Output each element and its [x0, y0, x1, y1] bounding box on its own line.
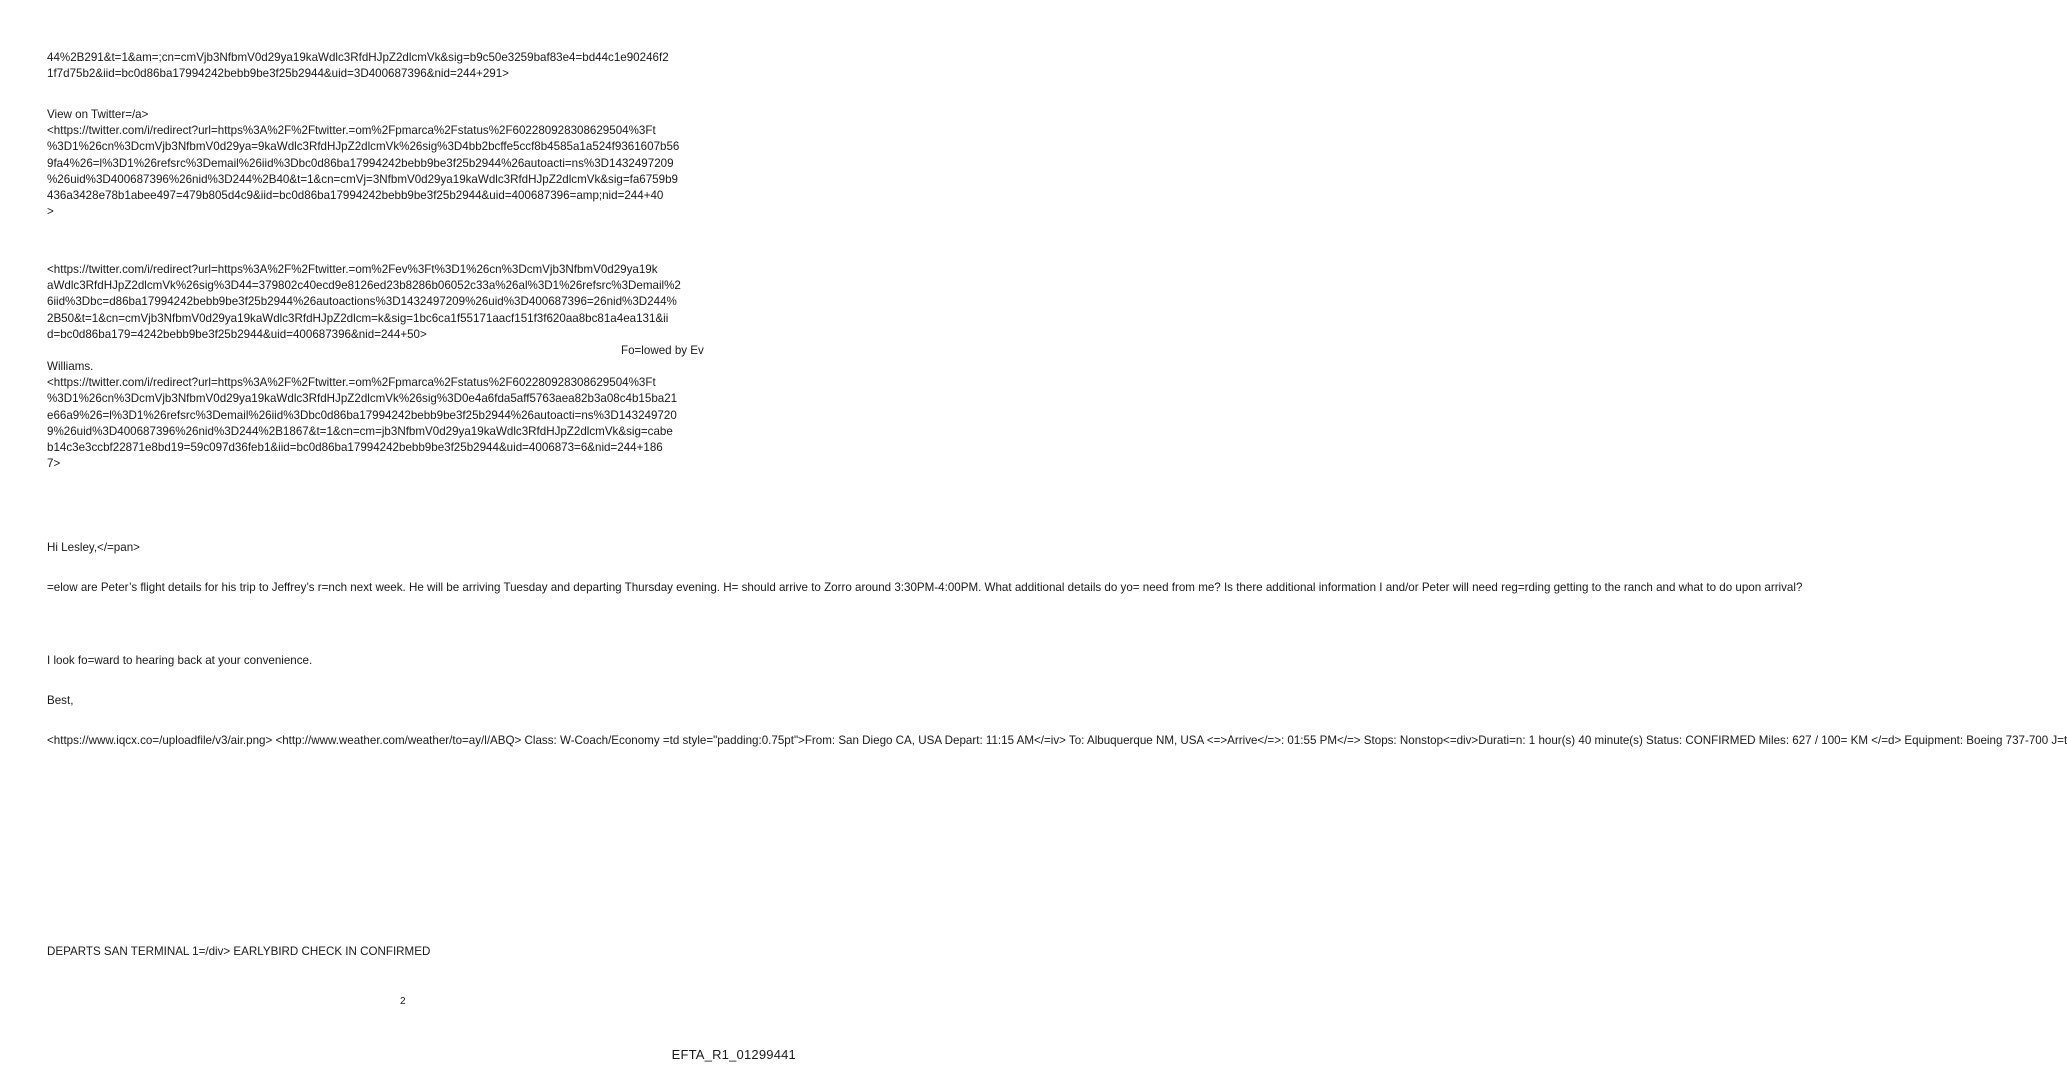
greeting: Hi Lesley,</=pan> [47, 541, 140, 554]
sign-off: Best, [47, 694, 74, 707]
flight-details: <https://www.iqcx.co=/uploadfile/v3/air.png> <http://www.weather.com/weather/to=ay/l/ABQ> Class: W-Coach/Economy =td style="padding:0.75pt">From: San Diego CA, USA Depart: 11:15 AM</=iv> To: Albuquerque NM, USA <=>Arrive</=>: 01:55 PM</=> Stops: Nonstop<=div>Durati=n: 1 hour(s) 40 minute(s) Status: CONFIRMED Miles: 627 / 100= KM </=d> Equipment: Boeing 737-700 J=t [47, 734, 2067, 747]
twitter-redirect-ev-block: <https://twitter.com/i/redirect?url=https%3A%2F%2Ftwitter.=om%2Fev%3Ft%3D1%26cn%3DcmVjb3NfbmV0d29ya19k aWdlc3RfdHJpZ2dlcmVk%26sig%3D44=379802c40ecd9e8126ed23b8286b06052c33a%26al%3D1%26refsrc%3Demail%2 6iid%3Dbc=d86ba17994242bebb9be3f25b2944%26autoactions%3D1432497209%26uid%3D400687396=26nid%3D244% 2B50&t=1&cn=cmVjb3NfbmV0d29ya19kaWdlc3RfdHJpZ2dlcm=k&sig=1bc6ca1f55171aacf151f3f620aa8bc81a4ea131&ii d=bc0d86ba179=4242bebb9be3f25b2944&uid=400687396&nid=244+50> [47, 263, 681, 341]
twitter-redirect-pmarca-block: Williams. <https://twitter.com/i/redirect?url=https%3A%2F%2Ftwitter.=om%2Fpmarca%2Fstatus%2F602280928308629504%3Ft %3D1%26cn%3DcmVjb3NfbmV0d29ya19kaWdlc3RfdHJpZ2dlcmVk%26sig%3D0e4a6fda5aff5763aea82b3a08c4b15ba21 e66a9%26=l%3D1%26refsrc%3Demail%26iid%3Dbc0d86ba17994242bebb9be3f25b2944%26autoacti=ns%3D143249720 9%26uid%3D400687396%26nid%3D244%2B1867&t=1&cn=cm=jb3NfbmV0d29ya19kaWdlc3RfdHJpZ2dlcmVk&sig=cabe b14c3e3ccbf22871e8bd19=59c097d36feb1&iid=bc0d86ba17994242bebb9be3f25b2944&uid=4006873=6&nid=244+186 7> [47, 360, 678, 471]
view-on-twitter-block: View on Twitter=/a> <https://twitter.com/i/redirect?url=https%3A%2F%2Ftwitter.=om%2Fpmarca%2Fstatus%2F602280928308629504%3Ft %3D1%26cn%3DcmVjb3NfbmV0d29ya=9kaWdlc3RfdHJpZ2dlcmVk%26sig%3D4bb2bcffe5ccf8b4585a1a524f9361607b56 9fa4%26=l%3D1%26refsrc%3Demail%26iid%3Dbc0d86ba17994242bebb9be3f25b2944%26autoacti=ns%3D1432497209 %26uid%3D400687396%26nid%3D244%2B40&t=1&cn=cmVj=3NfbmV0d29ya19kaWdlc3RfdHJpZ2dlcmVk&sig=fa6759b9 436a3428e78b1abee497=479b805d4c9&iid=bc0d86ba17994242bebb9be3f25b2944&uid=400687396=amp;nid=244+40 > [47, 108, 680, 219]
page-number: 2 [400, 996, 406, 1007]
url-fragment-block: 44%2B291&t=1&am=;cn=cmVjb3NfbmV0d29ya19kaWdlc3RfdHJpZ2dlcmVk&sig=b9c50e3259baf83e4=bd44c1e90246f2 1f7d75b2&iid=bc0d86ba17994242bebb9be3f25b2944&uid=3D400687396&nid=244+291> [47, 51, 669, 81]
departure-notes: DEPARTS SAN TERMINAL 1=/div> EARLYBIRD CHECK IN CONFIRMED [47, 945, 431, 958]
body-paragraph: =elow are Peter’s flight details for his trip to Jeffrey’s r=nch next week. He will be arriving Tuesday and departing Thursday evening. H= should arrive to Zorro around 3:30PM-4:00PM. What additional details do yo= need from me? Is there additional information I and/or Peter will need reg=rding getting to the ranch and what to do upon arrival? [47, 581, 1803, 594]
closing-line: I look fo=ward to hearing back at your convenience. [47, 654, 313, 667]
followed-by-text: Fo=lowed by Ev [621, 344, 704, 357]
bates-number: EFTA_R1_01299441 [671, 1047, 796, 1062]
